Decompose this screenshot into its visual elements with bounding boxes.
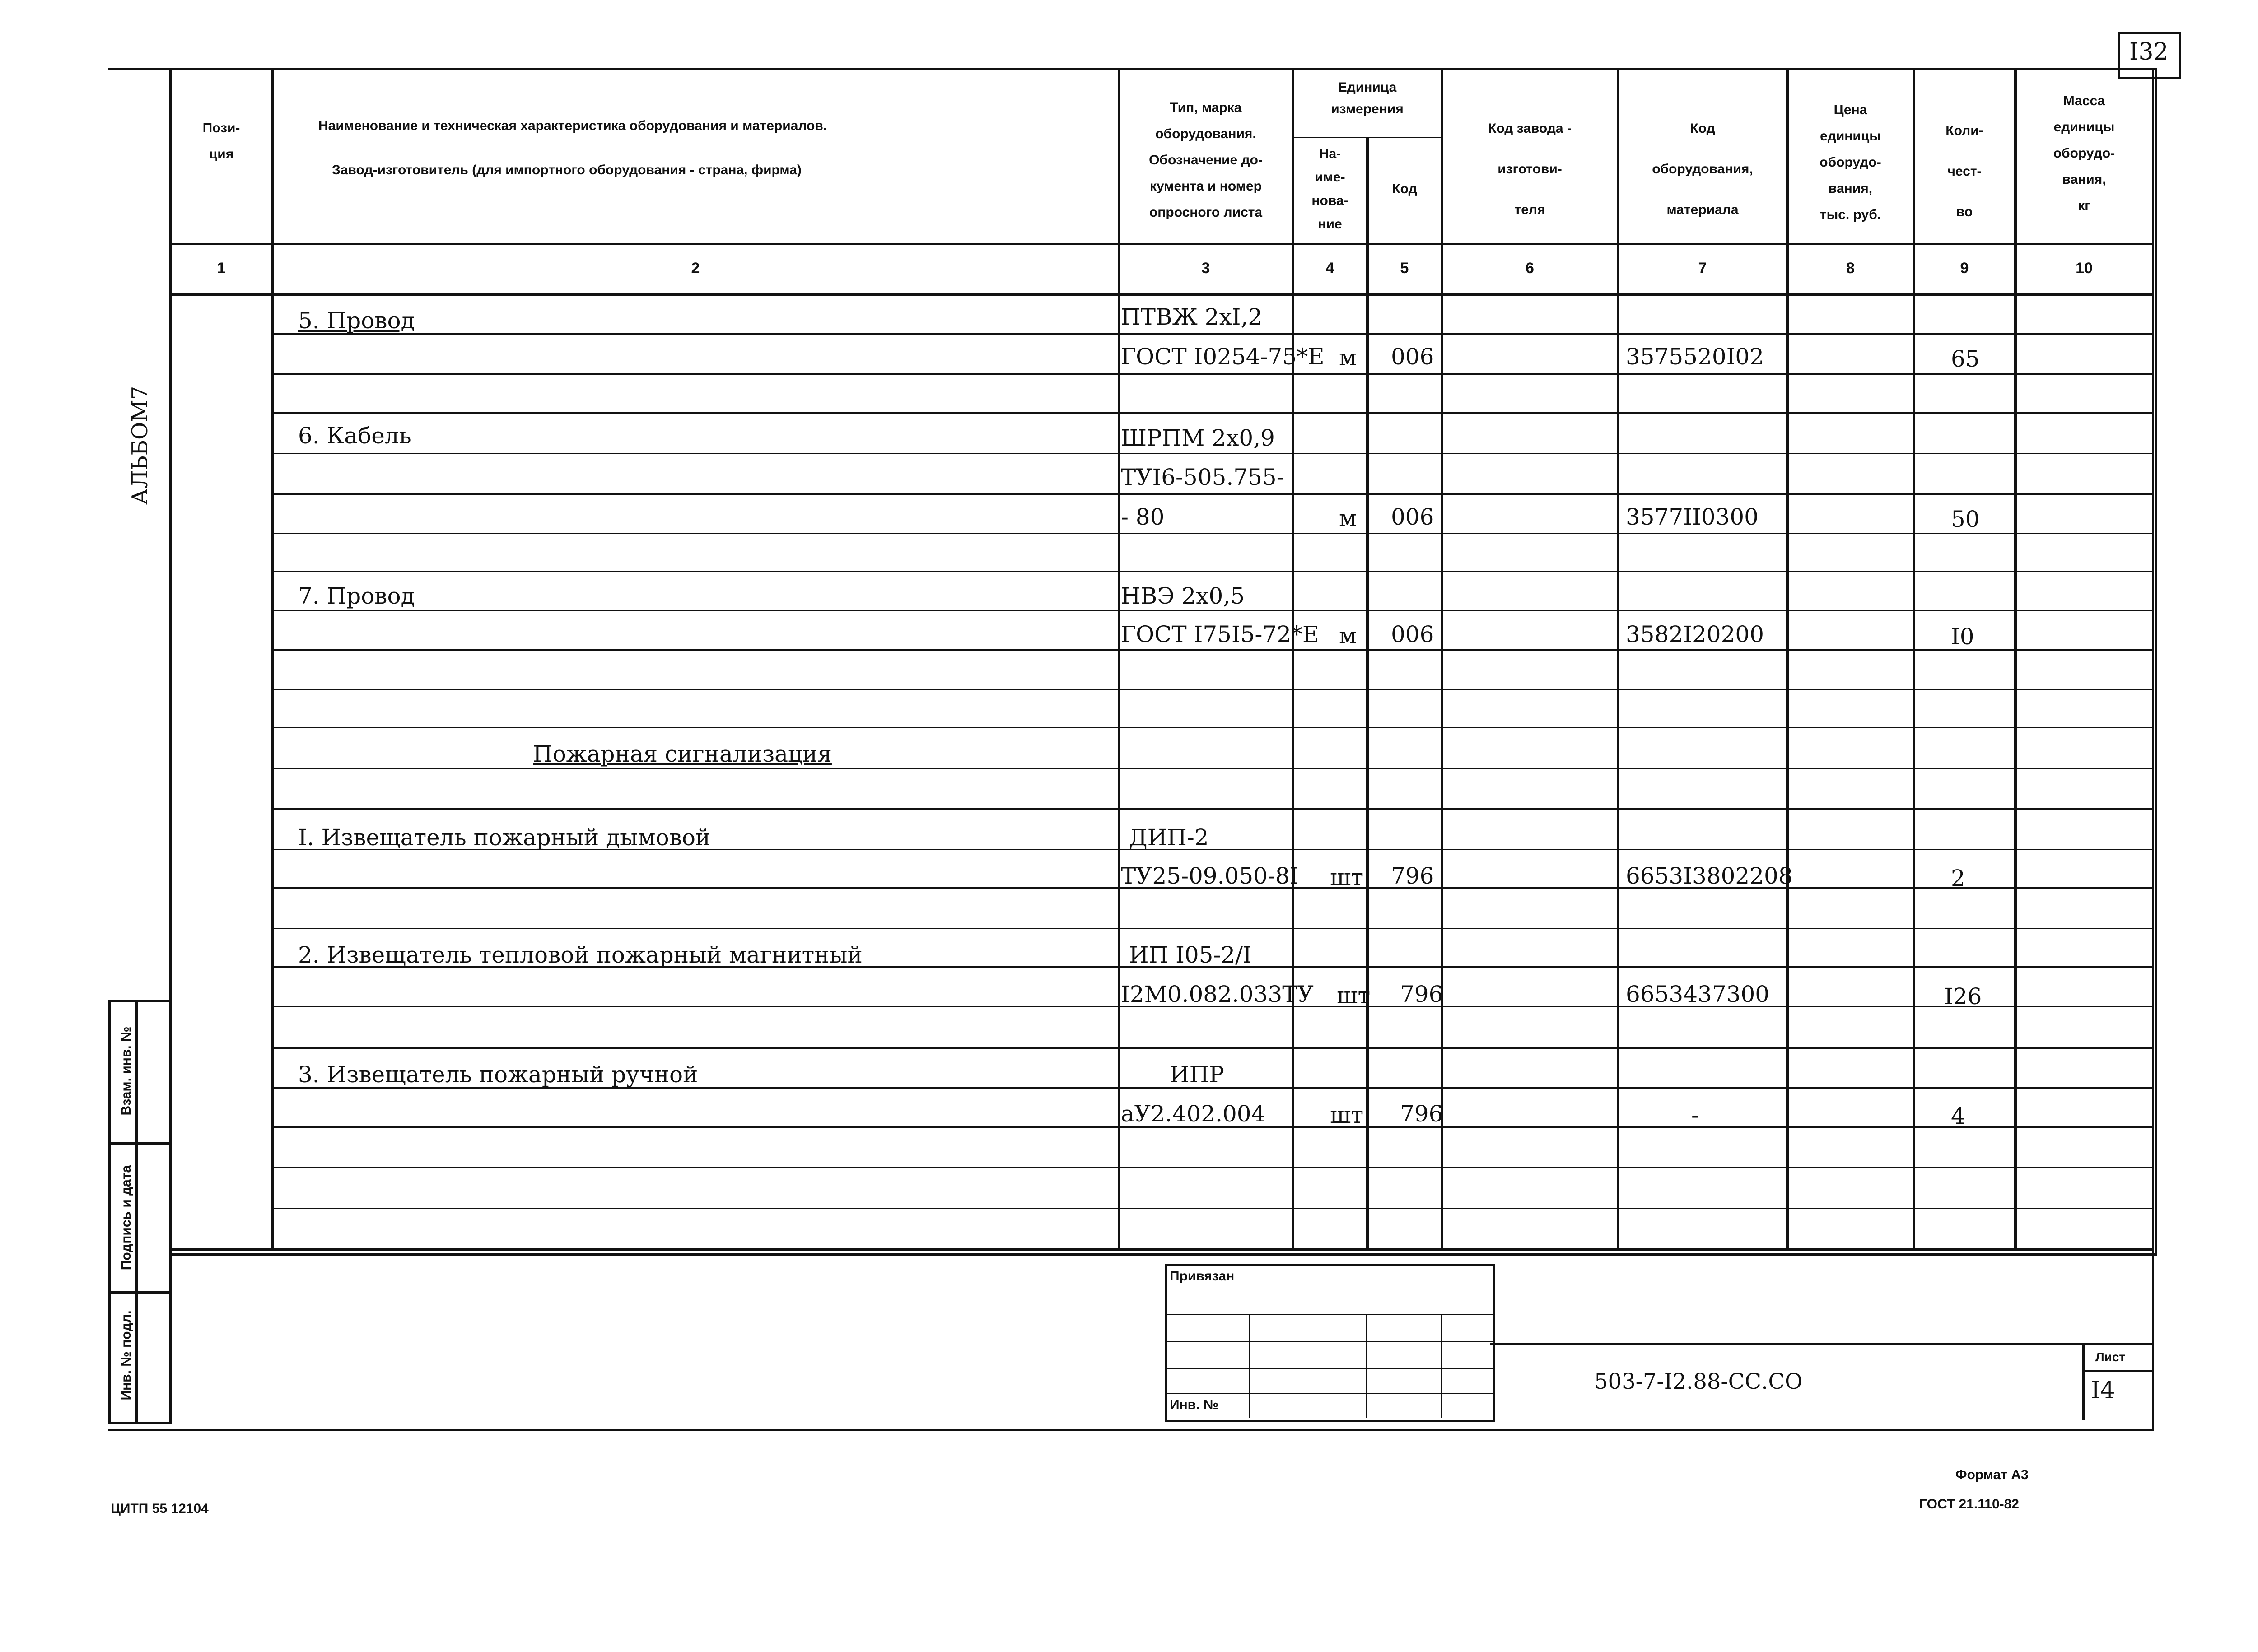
stamp-inv-no: Инв. № <box>1170 1397 1219 1412</box>
column-number: 8 <box>1846 260 1855 277</box>
item-unit-code: 006 <box>1391 344 1434 370</box>
sheet-number: I4 <box>2091 1377 2115 1404</box>
title-block-top-line <box>169 1248 2152 1251</box>
row-line <box>271 1208 2152 1209</box>
colnum-bottom-line <box>169 293 2152 296</box>
row-line <box>271 412 2152 414</box>
item-type-doc: ТУ25-09.050-8I <box>1121 863 1299 889</box>
item-name: 7. Провод <box>298 583 415 609</box>
column-number: 9 <box>1960 260 1969 277</box>
item-code: 6653I3802208 <box>1626 863 1793 889</box>
header-unit-group: Единица измерения <box>1331 80 1404 116</box>
item-unit: шт <box>1337 982 1371 1009</box>
column-number: 7 <box>1698 260 1707 277</box>
designation-box <box>1490 1343 2152 1420</box>
header-name-line2: Завод-изготовитель (для импортного оборудования - страна, фирма) <box>332 163 802 177</box>
header-equipment-code: Код оборудования, материала <box>1652 121 1753 217</box>
item-name: 6. Кабель <box>298 423 411 449</box>
row-line <box>271 333 2152 335</box>
row-line <box>271 727 2152 728</box>
row-line <box>271 453 2152 454</box>
designation-sheet-divider <box>2082 1343 2085 1420</box>
row-line <box>271 928 2152 929</box>
col-line-6 <box>1617 68 1619 1251</box>
side-stamp-vline <box>135 1000 138 1422</box>
side-label-inv: Инв. № подл. <box>119 1310 134 1401</box>
header-unit-name: На- име- нова- ние <box>1311 146 1348 232</box>
column-number: 5 <box>1400 260 1409 277</box>
row-line <box>271 1047 2152 1049</box>
item-unit-code: 006 <box>1391 504 1434 530</box>
item-name: 3. Извещатель пожарный ручной <box>298 1061 698 1088</box>
item-unit-code: 006 <box>1391 621 1434 647</box>
col-line-7 <box>1786 68 1789 1251</box>
footer-gost: ГОСТ 21.110-82 <box>1919 1497 2019 1512</box>
item-type-doc: ГОСТ I75I5-72*Е <box>1121 621 1319 647</box>
row-line <box>271 1167 2152 1168</box>
stamp-line <box>1165 1314 1493 1315</box>
col-line-2 <box>1118 68 1120 1251</box>
col-line-4 <box>1366 137 1369 1251</box>
stamp-vline <box>1441 1314 1442 1418</box>
row-line <box>271 649 2152 651</box>
col-line-1 <box>271 68 274 1251</box>
side-label-vzam: Взам. инв. № <box>119 1026 134 1116</box>
item-unit: м <box>1339 344 1357 371</box>
stamp-line <box>1165 1393 1493 1394</box>
stamp-vline <box>1249 1314 1250 1418</box>
row-line <box>271 493 2152 495</box>
row-line <box>271 808 2152 810</box>
column-number: 3 <box>1201 260 1210 277</box>
item-type: ДИП-2 <box>1129 824 1209 851</box>
item-code: 3577II0300 <box>1626 504 1759 530</box>
stamp-privyazan: Привязан <box>1170 1269 1235 1284</box>
item-type: ПТВЖ 2хI,2 <box>1121 304 1263 330</box>
item-unit-code: 796 <box>1400 1101 1443 1127</box>
item-code: 3575520I02 <box>1626 344 1764 370</box>
item-quantity: 2 <box>1951 865 1965 891</box>
item-type-doc: ТУI6-505.755- <box>1121 464 1284 490</box>
header-mass: Масса единицы оборудо- вания, кг <box>2053 93 2115 213</box>
stamp-line <box>1165 1368 1493 1369</box>
item-quantity: 50 <box>1951 506 1980 532</box>
item-unit: м <box>1339 623 1357 649</box>
header-price: Цена единицы оборудо- вания, тыс. руб. <box>1819 102 1881 222</box>
row-line <box>271 571 2152 572</box>
side-stamp-strip <box>108 1000 172 1424</box>
row-line <box>271 689 2152 690</box>
item-type: ИП I05-2/I <box>1129 942 1252 968</box>
item-type: ИПР <box>1170 1061 1224 1088</box>
item-unit: шт <box>1330 1102 1364 1128</box>
column-number: 10 <box>2076 260 2093 277</box>
side-stamp-line <box>108 1142 169 1145</box>
item-quantity: 4 <box>1951 1103 1965 1129</box>
item-quantity: I26 <box>1944 983 1982 1010</box>
item-type-doc: аУ2.402.004 <box>1121 1101 1266 1127</box>
header-name-line1: Наименование и техническая характеристика оборудования и материалов. <box>318 118 827 133</box>
sheet-label: Лист <box>2095 1350 2126 1364</box>
column-number: 2 <box>691 260 700 277</box>
row-line <box>271 610 2152 611</box>
item-quantity: I0 <box>1951 624 1974 650</box>
item-unit: шт <box>1330 864 1364 890</box>
section-title: Пожарная сигнализация <box>533 741 832 767</box>
item-name: 2. Извещатель тепловой пожарный магнитный <box>298 942 863 968</box>
header-bottom-line <box>169 243 2152 245</box>
item-unit-code: 796 <box>1391 863 1434 889</box>
album-label: АЛЬБОМ7 <box>127 386 153 505</box>
footer-citp: ЦИТП 55 12104 <box>111 1501 209 1516</box>
col-line-9 <box>2014 68 2017 1251</box>
row-line <box>271 768 2152 769</box>
header-unit-code: Код <box>1392 181 1417 196</box>
stamp-vline <box>1366 1314 1367 1418</box>
header-type: Тип, марка оборудования. Обозначение до- кумента и номер опросного листа <box>1149 100 1263 220</box>
footer-format: Формат А3 <box>1955 1467 2029 1482</box>
side-label-podpis: Подпись и дата <box>119 1165 134 1270</box>
document-designation: 503-7-I2.88-СС.СО <box>1594 1369 1803 1394</box>
stamp-line <box>1165 1341 1493 1342</box>
sheet-label-line <box>2082 1370 2152 1372</box>
column-number: 4 <box>1325 260 1334 277</box>
page-number: I32 <box>2129 38 2169 65</box>
row-line <box>271 533 2152 534</box>
item-type: ШРПМ 2х0,9 <box>1121 425 1275 451</box>
header-quantity: Коли- чест- во <box>1945 123 1983 219</box>
item-quantity: 65 <box>1951 346 1980 372</box>
header-position: Пози- ция <box>202 121 240 162</box>
item-unit-code: 796 <box>1400 981 1443 1007</box>
item-code: - <box>1691 1102 1699 1128</box>
item-type-doc-cont: - 80 <box>1121 504 1165 530</box>
column-number: 6 <box>1526 260 1534 277</box>
item-code: 3582I20200 <box>1626 621 1764 647</box>
item-type-doc: ГОСТ I0254-75*Е <box>1121 344 1325 370</box>
column-number: 1 <box>217 260 226 277</box>
row-line <box>271 373 2152 375</box>
col-line-8 <box>1913 68 1915 1251</box>
item-code: 6653437300 <box>1626 981 1770 1007</box>
item-unit: м <box>1339 505 1357 531</box>
item-type-doc: I2М0.082.033ТУ <box>1121 981 1314 1007</box>
header-factory-code: Код завода - изготови- теля <box>1488 121 1572 217</box>
col-line-5 <box>1441 68 1443 1251</box>
col-line-3 <box>1292 68 1294 1251</box>
item-name: I. Извещатель пожарный дымовой <box>298 824 711 851</box>
item-name: 5. Провод <box>298 307 415 334</box>
side-stamp-line <box>108 1291 169 1294</box>
item-type: НВЭ 2х0,5 <box>1121 583 1245 609</box>
